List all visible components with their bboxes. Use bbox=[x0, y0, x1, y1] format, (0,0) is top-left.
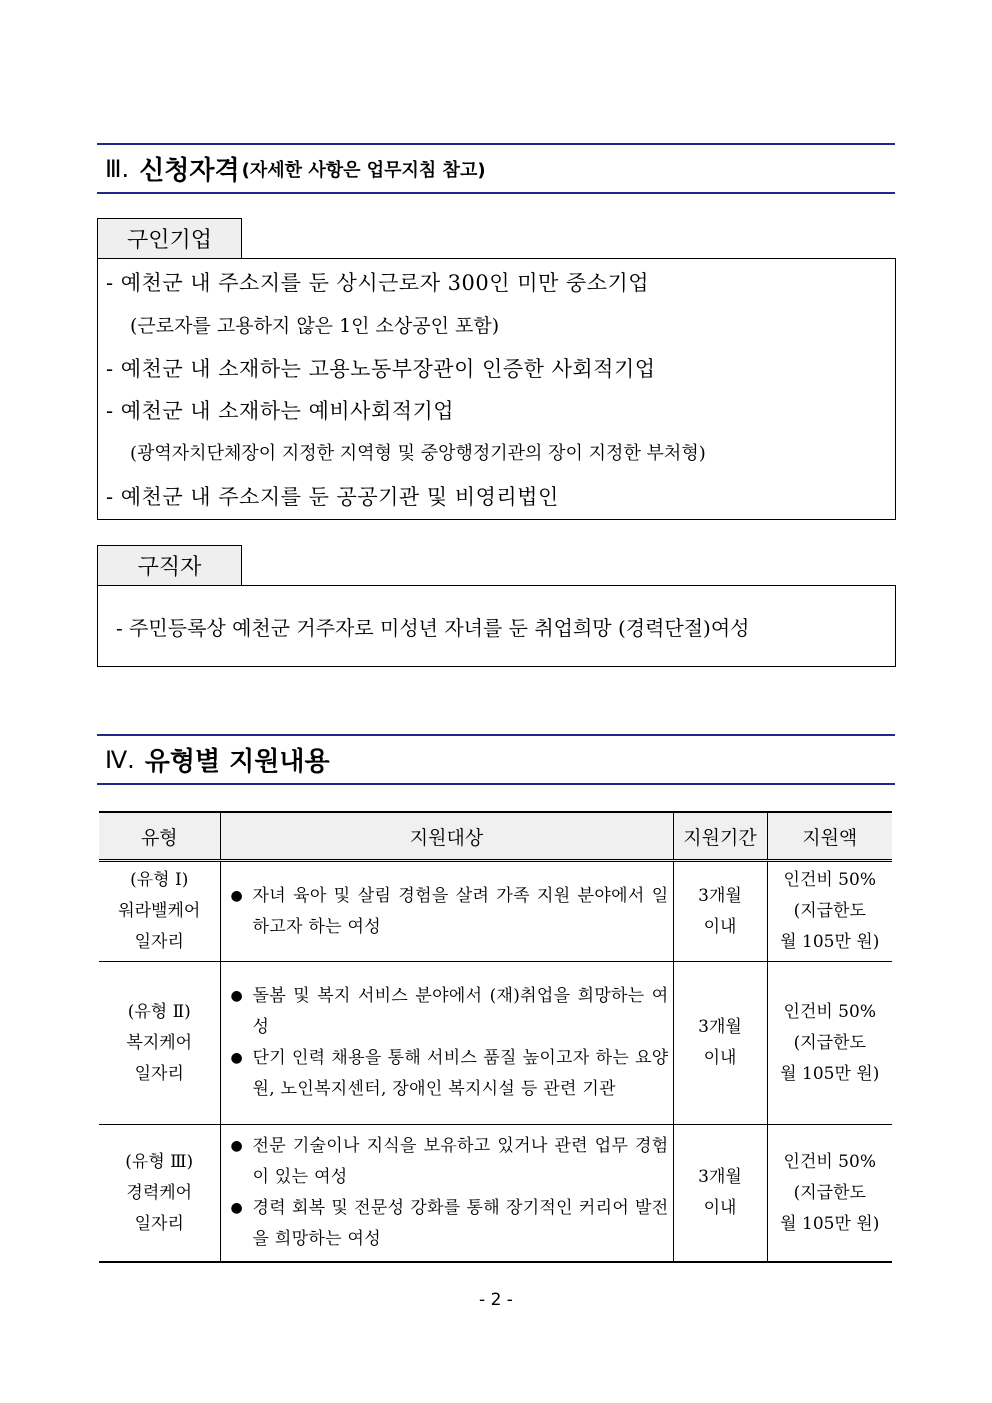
period-cell bbox=[673, 861, 767, 962]
employer-line: - 예천군 내 소재하는 예비사회적기업 bbox=[106, 399, 455, 423]
list-item bbox=[227, 1131, 669, 1193]
period-cell bbox=[673, 1125, 767, 1263]
section4-heading bbox=[97, 734, 895, 785]
section3-subtitle: (자세한 사항은 업무지침 참고) bbox=[241, 159, 486, 181]
type-line: 일자리 bbox=[134, 1213, 184, 1234]
amount-cell bbox=[767, 861, 892, 962]
type-line: 경력케어 bbox=[126, 1182, 193, 1203]
type-line: 워라밸케어 bbox=[118, 901, 201, 921]
section4-number: Ⅳ. bbox=[105, 745, 135, 774]
period-line: 이내 bbox=[703, 1198, 737, 1218]
page-number: - 2 - bbox=[479, 1290, 513, 1310]
period-line: 이내 bbox=[703, 916, 737, 937]
bullet-icon: ● bbox=[230, 1200, 244, 1216]
header-period: 지원기간 bbox=[673, 812, 767, 861]
employer-line: - 예천군 내 주소지를 둔 상시근로자 300인 미만 중소기업 bbox=[106, 271, 650, 295]
period-line: 3개월 bbox=[698, 1017, 742, 1037]
target-text: 자녀 육아 및 살림 경험을 살려 가족 지원 분야에서 일하고자 하는 여성 bbox=[252, 885, 669, 937]
amount-cell bbox=[767, 1125, 892, 1263]
list-item bbox=[227, 1193, 669, 1255]
jobseeker-tab: 구직자 bbox=[97, 545, 242, 585]
type-cell bbox=[99, 1125, 220, 1263]
period-cell bbox=[673, 962, 767, 1125]
target-cell bbox=[220, 1125, 673, 1263]
target-cell bbox=[220, 861, 673, 962]
amount-line: 월 105만 원) bbox=[780, 1063, 880, 1084]
target-cell bbox=[220, 962, 673, 1125]
period-line: 이내 bbox=[703, 1048, 737, 1068]
type-line: (유형 Ⅱ) bbox=[127, 1001, 191, 1022]
section3-heading bbox=[97, 143, 895, 194]
amount-cell bbox=[767, 962, 892, 1125]
employer-line: - 예천군 내 주소지를 둔 공공기관 및 비영리법인 bbox=[106, 485, 559, 509]
jobseeker-box bbox=[97, 585, 896, 667]
bullet-icon: ● bbox=[230, 1138, 244, 1154]
table-header-row bbox=[99, 812, 892, 861]
period-line: 3개월 bbox=[698, 885, 742, 906]
bullet-icon: ● bbox=[230, 988, 244, 1004]
list-item bbox=[227, 981, 669, 1043]
target-text: 경력 회복 및 전문성 강화를 통해 장기적인 커리어 발전을 희망하는 여성 bbox=[252, 1198, 669, 1249]
support-table bbox=[99, 811, 892, 1263]
table-row bbox=[99, 962, 892, 1125]
type-line: (유형 Ⅲ) bbox=[125, 1151, 194, 1172]
type-line: (유형 Ⅰ) bbox=[130, 870, 189, 890]
amount-line: 인건비 50% bbox=[783, 1001, 876, 1022]
target-text: 돌봄 및 복지 서비스 분야에서 (재)취업을 희망하는 여성 bbox=[252, 986, 669, 1037]
table-row bbox=[99, 861, 892, 962]
jobseeker-line: - 주민등록상 예천군 거주자로 미성년 자녀를 둔 취업희망 (경력단절)여성 bbox=[116, 616, 750, 640]
employer-line: (광역자치단체장이 지정한 지역형 및 중앙행정기관의 장이 지정한 부처형) bbox=[130, 443, 706, 464]
amount-line: 월 105만 원) bbox=[780, 1213, 880, 1234]
header-amount: 지원액 bbox=[767, 812, 892, 861]
list-item bbox=[227, 1043, 669, 1105]
employer-line: (근로자를 고용하지 않은 1인 소상공인 포함) bbox=[130, 315, 500, 337]
type-line: 일자리 bbox=[134, 932, 184, 952]
employer-line: - 예천군 내 소재하는 고용노동부장관이 인증한 사회적기업 bbox=[106, 357, 656, 381]
target-text: 전문 기술이나 지식을 보유하고 있거나 관련 업무 경험이 있는 여성 bbox=[252, 1136, 669, 1187]
bullet-icon: ● bbox=[230, 1050, 244, 1066]
employer-box bbox=[97, 258, 896, 520]
amount-line: (지급한도 bbox=[793, 1182, 866, 1203]
table-row bbox=[99, 1125, 892, 1263]
amount-line: 인건비 50% bbox=[783, 1151, 876, 1172]
period-line: 3개월 bbox=[698, 1167, 742, 1187]
target-text: 단기 인력 채용을 통해 서비스 품질 높이고자 하는 요양원, 노인복지센터, 장애인 복지시설 등 관련 기관 bbox=[252, 1048, 669, 1099]
section3-title: 신청자격 bbox=[139, 156, 240, 186]
employer-tab: 구인기업 bbox=[97, 218, 242, 258]
bullet-icon: ● bbox=[230, 887, 244, 904]
amount-line: 인건비 50% bbox=[783, 870, 876, 890]
amount-line: (지급한도 bbox=[793, 1032, 866, 1053]
type-cell bbox=[99, 861, 220, 962]
list-item bbox=[227, 881, 669, 943]
amount-line: (지급한도 bbox=[793, 901, 866, 921]
type-line: 일자리 bbox=[134, 1063, 184, 1084]
amount-line: 월 105만 원) bbox=[780, 932, 880, 952]
type-line: 복지케어 bbox=[126, 1032, 193, 1053]
section4-title: 유형별 지원내용 bbox=[144, 747, 330, 777]
header-target: 지원대상 bbox=[220, 812, 673, 861]
header-type: 유형 bbox=[99, 812, 220, 861]
type-cell bbox=[99, 962, 220, 1125]
section3-number: Ⅲ. bbox=[105, 154, 130, 183]
